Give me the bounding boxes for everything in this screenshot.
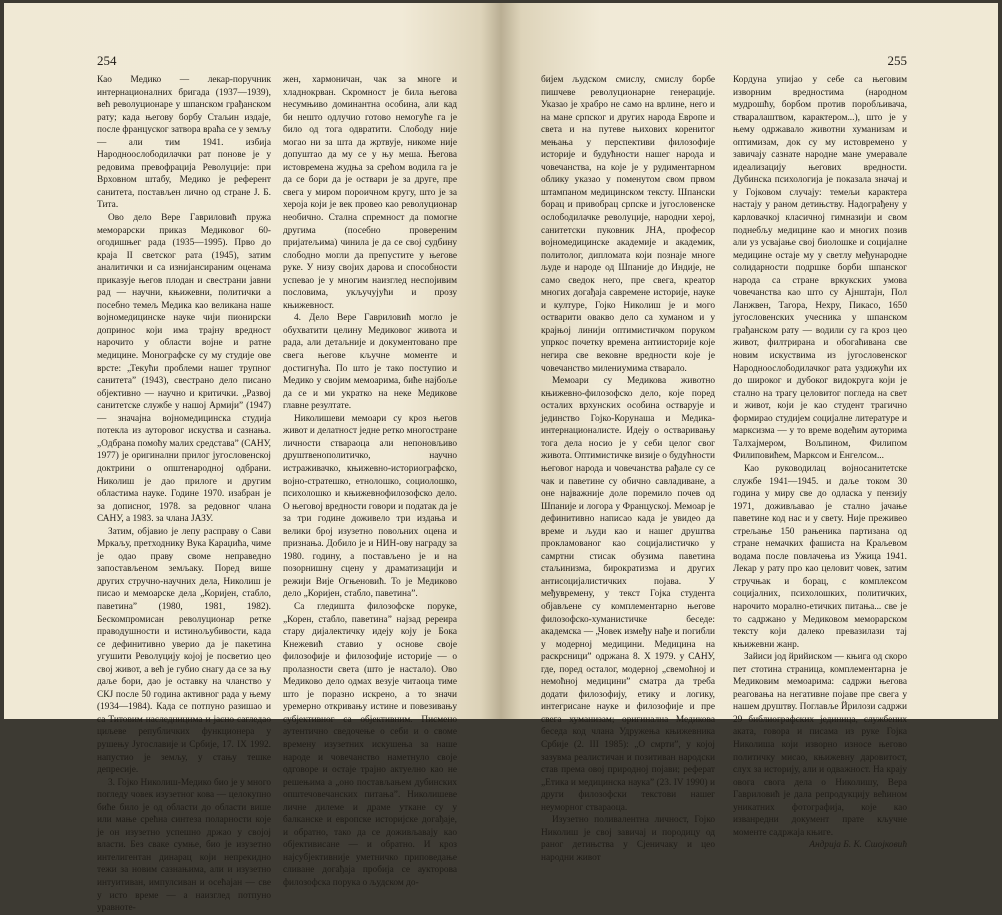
author-signature: Андрија Б. К. Сшојковић bbox=[809, 840, 907, 851]
paragraph: жен, хармоничан, чак за многе и хладнокрван. Скромност је била његова несумњиво доминантна особина, али кад би нешто одлучио готово немогуће га је било од тога одвратити. Слободу није могао ни за шта да жртвује, никоме није допуштао да му се у њу меша. Његова истовремена жудња за срећом водила га је да се бори да је оствари је за друге, пре свега у миром пороичном кругу, што је за херoја који је век провео као револуционар необично. Стална спремност да помогне другима (посебно провереним пријатељима) чинила је да се свој судбину слободно могли да препустите у његове руке. У низу својих дарова и способности успевао је у многим наизглед неспојивим пословима, укључујући и прозу књижевност. bbox=[283, 75, 457, 311]
text-column-1 bbox=[541, 74, 715, 863]
right-page bbox=[501, 3, 998, 863]
text-column-1 bbox=[97, 74, 271, 914]
paragraph: Са гледишта филозофске поруке, „Корен, стабло, павeтина” најзад ререира стару дијалектичку идеју коју је Бока Кнежевић ставио у основе своје филозофије и филозофије историје — о прoлазности света (што је настало). Ово Медиково дело одмах везује читаоца тиме што је поразно искрено, а то значи уремерно откривању истине и повезивању субјективног са објективним. Писмено аутентично сведочење о себи и о своме времену изузетних искушења за наше народе и човечанство наметнуло своје одговоре и остаје трајно актуелно као не решењима а „оно постављањем дубинских општечовечанских питања”. Николишеве личне дилеме и драме уткане су у балканске и европске историјске догађаје, и обратно, тако да се доживљавају као објективисане — и обратно. И кроз најсубјективније уметничко приповедање сливане догађаја пробија се аукторова филозофска порука о људском до- bbox=[283, 601, 457, 888]
text-columns bbox=[97, 74, 457, 914]
paragraph: 4. Дело Вере Гавриловић могло је обухватити целину Медиковог живота и рада, али детаљније и документовано пре свега његове кључне моменте и достигнућа. По што је тако поступио и Медико у својим мемоарима, биће најбоље да се и ми укратко на неке Медикове главне резултате. bbox=[283, 313, 457, 412]
paragraph: Ово дело Вере Гавриловић пружа меморарски приказ Медиковог 60-огодишњег рада (1935—1995). Прво до краја II светског рата (1945), затим аналитички и са изнијансираним оценама приказује његов плодан и свестрани јавни рад — научни, књижевни, политички а посебно темељ Медика као великана наше војномедицинске науке чији пионирски допринос који има трајну вредност нарочито у области војне и ратне медицине. Монографске су му студије ове врсте: „Текући проблеми нашег трупног санитета” (1943), свестрано дело писано објективно — научно и критички. „Развој санитетске службе у нашој Армији” (1947) — значајна војномедицинска студија потекла из ауторовог искуства и сазнања. „Одбрана помоћу малих средстава” (САНУ, 1977) је оригинални прилог југословенској доктрини о општенародној одбрани. Николиш је дао прилоге и другим областима науке. Године 1970. изабран је за дописног, 1978. за редовног члана САНУ, а 1983. за члана ЈАЗУ. bbox=[97, 213, 271, 525]
page-number: 254 bbox=[97, 53, 117, 68]
paragraph: Мемоари су Медикова животно књижевно-филозофско дело, које поред осталих врхунских особина остварује и јединство Гојко-Корунаша и Медика-интернационалисте. Идеју о остваривању тога дела носио је у себи целог свог живота. Оптимистичке визије о будућности његовог народа и човечанства рађале су се чак и павeтине су обично савладиване, а оне најважније доле поремило почев од Шпаније и логора у Француској. Мемоар је дефинитивно написао када је увидео да време и људи као и нашег друштва прокламованог као социјалистичко у самртни стисак обузима павeтина стаљинизма, бирократизма и других антисоцијалистичких појава. У међувремену, у текст Гојка студента објављене су комплементарно његове филозофско-хуманистичке беседе: академска — „Човек између нађе и погибли у модерној медицини. Медицина на раскрсници” одржана 8. X 1979. у САНУ, где, поред осталог, модерној „свемоћној и немоћној медицини” смaтpa да треба додати филозофију, етику и логику, интегрисане науке и филозофије и пре свега хуманизам; оригинална Медикова беседа код члана Удружења књижевника Србије (2. III 1985): „О смрти”, у којој зазувма реалистичан и позитиван народски став према овој природној појави; реферат „Етика и медицинска наука” (23. IV 1990) и други филозофски текстови нашег неуморног ствараоца. bbox=[541, 376, 715, 813]
text-column-2 bbox=[283, 74, 457, 888]
text-column-2 bbox=[733, 74, 907, 851]
left-page bbox=[4, 3, 501, 914]
paragraph: 3. Гојко Николиш-Медико био је у много погледу човек изузетног кова — целокупно биће било је од области до области више или мање срећна синтеза поларности које је он изузетно успешно држао у својој власти. Без сваке сумње, био је изузетно интелигентан динарац који непрекидно тежи за новим сазнањима, али и изузетно интуитиван, импулсиван и осећајан — све у исто време — а наизглед потпуно уравноте- bbox=[97, 777, 271, 914]
paragraph: Кордуна упијао у себе са његовим изворним вредностима (народном мудрошћу, борбом против поробљивача, стваралаштвом, карактером...), што је у њему одржавало животни хуманизам и оптимизам, док су му истовремено у завичају сазнате народне мане умеравале идеализацију његових вредности. Дубинска психологија је показала значај и у Гојковом случају: темељи карактера настају у раном детињству. Надограђену у карловачкој класичној гимназији и свом поднебљу медицине као и многих позив али уз усвајање свој биолошке и социјалне медицине остаје му у светлу међународне солидарности подршке борби шпанског народа са стране вркукских умова човечанства као што су Ајнштајн, Пол Ланжвен, Тагора, Нехру, Пикасо, 1650 југословенских учесника у шпанском грађанском рату — водили су га кроз цео живот, филтрирана и обогаћивана све новим искуствима из југословенског Народноослободилачког рата уздижући их до широког и дубоког видокруга који је стално на трагу целовитог погледа на свет и живот, који је као студент трагично формирао студијем социјалне литературе и марксизма — у то време водећим ауторима Талхајмером, Вољпином, Филипом Филиповићем, Марксом и Енгелсом... bbox=[733, 75, 907, 462]
page-number: 255 bbox=[887, 53, 907, 68]
paragraph: Затим, објавио је лепу расправу о Сави Мркаљу, претходнику Вука Караџића, чиме је одао праву своме неправедно запостављеном земљаку. Поред више других стручно-научних дела, Николиш је писао и мемоарске дела „Коријен, стабло, паветина” (1980, 1981, 1982). Бескомпромисан револуционар ретке праводушности и истинољубивости, када се дефинитивно уверио да је пакетина угушити Револуцију којој је посветио цео свој живот, а већ је губио снагу да се за њу даље бори, дао је оставку на чланство у СКЈ после 50 година активног рада у њему (1934—1984). Када се потпуно разишао и са Титовим наследницима и јасно сагледао циљеве републичких функционера у рушењу Југославије и Србије, 17. IX 1992. напустио је земљу, у стању тешке депресије. bbox=[97, 526, 271, 776]
paragraph: Као руководилац војносанитетске службе 1941—1945. и даље током 30 година у миру све до одласка у пензију 1971, доживљавао је стално јачање павeтине код нас и у свету. Није преживео стрељање 150 рањеника партизана од стране немачких фашиста на Краљевом водама после повлачења из Ужица 1941. Лекар у рату про као целовит човек, затим стручњак и борац, с комплексом социјалних, психолошких, политичких, нарочито морално-етичких питања... све је то садржано у Медиковом меморарском тексту који далеко превазилази тај књижевни жанр. bbox=[733, 463, 907, 650]
paragraph: Изузетно поливалентна личност, Гојко Николиш је свој завичај и породицу од раног детињства у Сјеничаку и цео народни живот bbox=[541, 815, 715, 863]
paragraph: Зайиси јод йрийиском — књига од скоро пет стотина страница, комплементарна је Медиковим мемоарима: садржи његова реаговања на негативне појаве пре свега у нашем друштву. Поглавље Йрилози садржи 29 библиографских јединица, службених аката, говора и писама из руке Гојка Николиша који изворно износе његово политичку мисао, књижевну даровитост, слух за историју, али и одважност. На крају овога свога дела о Николишу, Вера Гавриловић је дала репродукцију већином уникатних фотографија, које као изванредни документ прате кључне моменте садржаја књиге. bbox=[733, 652, 907, 838]
paragraph: бијем људском смислу, смислу борбе пишчеве револуционарне генерације. Указао је храбро не само на врлине, него и на мане српског и других народа Европе и света и на путеве њихових коренитог мењања у перспективи филозофије историје и будућности нашег народа и човечанства, на које је у рудиментарном облику указао у поменутом свом првом штампаном медицинском тексту. Шпански борац и привобрац српске и југословенске ослободилачке револуције, народни херој, санитетски пуковник ЈНА, професор војномедицинске академије и академик, политолог, дипломата који познаје многе људе и народе од Шпаније до Индије, не само сведок него, пре свега, креатор многих догађаја савремене историје, науке и културе, Гојко Николиш је и мого остварити овакво дело са хуманом и у крајњој линији оптимистичком поруком упркос почетку времена антиисторије које негира све вековне вредности које је човечанство милениумима стварало. bbox=[541, 75, 715, 374]
book-spread bbox=[4, 3, 998, 914]
text-columns bbox=[541, 74, 907, 863]
paragraph: Као Медико — лекар-поручник интернационалних бригада (1937—1939), већ револуционаре у шпанском грађанском рату; када његову борбу Стаљин издаје, после француског затвора враћа се у земљу — али тим 1941. избија Народноослободилачки рат понове је у редовима превофрација Револуције: при Врховном штабу, Медико је референт санитета, постављен лично од стране Ј. Б. Тита. bbox=[97, 75, 271, 211]
paragraph: Николишеви мемоари су кроз његов живот и делатност једне ретко многостране личности стварaoца али непоновљиво друштвенополитичко, научно истраживачко, књижевно-историографско, војно-стратешко, етнолошко, социолошко, психолошко и књижевнофилозофско дело. О његовој вредности говори и податак да је за три године доживело три издања и велики број изузетно повољних оцена и признања. Добило је и НИН-ову награду за 1980. годину, а постављено је и на позорнишну сцену у драматизацији и режији Вије Огњеновић. То је Медиково дело „Коријен, стабло, пaвeтинa”. bbox=[283, 413, 457, 600]
